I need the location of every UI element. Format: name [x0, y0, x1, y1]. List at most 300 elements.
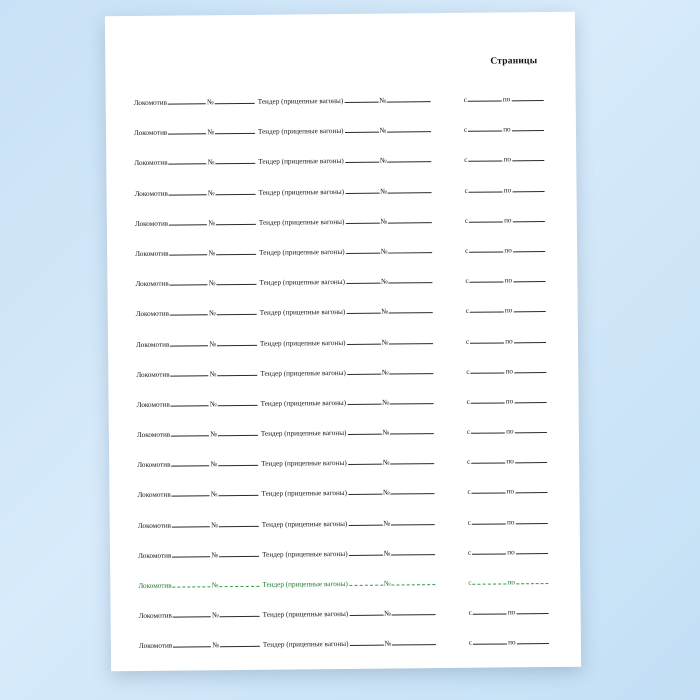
locomotive-field-group [136, 307, 258, 318]
tender-number-symbol: № [382, 488, 390, 498]
locomotive-label: Локомотив [137, 521, 172, 530]
tender-field-group [260, 366, 434, 378]
locomotive-input-rule[interactable] [170, 338, 208, 346]
page-title: Страницы [490, 56, 538, 67]
locomotive-label: Локомотив [136, 430, 171, 440]
tender-input-rule[interactable] [345, 155, 379, 163]
table-row [136, 356, 550, 390]
locomotive-field-group [138, 518, 260, 529]
locomotive-number-input-rule[interactable] [216, 186, 256, 194]
to-label: по [504, 216, 512, 225]
to-input-rule[interactable] [511, 93, 543, 101]
tender-number-input-rule[interactable] [387, 124, 431, 132]
locomotive-field-group [139, 639, 261, 650]
tender-number-input-rule[interactable] [390, 396, 434, 404]
locomotive-number-symbol: № [208, 279, 216, 288]
table-row [136, 386, 550, 420]
locomotive-field-group [135, 217, 257, 228]
from-input-rule[interactable] [470, 365, 504, 373]
locomotive-field-group [137, 488, 259, 499]
tender-number-input-rule[interactable] [389, 305, 433, 313]
from-input-rule[interactable] [470, 335, 504, 343]
from-label: с [464, 156, 468, 165]
to-label: по [506, 457, 514, 466]
table-row [134, 114, 548, 148]
tender-label: Тендер (прицепные вагоны) [262, 610, 349, 619]
tender-number-symbol: № [379, 126, 387, 135]
range-field-group [464, 153, 545, 164]
table-row [137, 446, 551, 480]
from-label: с [465, 337, 470, 346]
from-input-rule[interactable] [473, 637, 507, 645]
locomotive-number-input-rule[interactable] [217, 277, 257, 285]
tender-number-symbol: № [384, 609, 392, 618]
tender-field-group [262, 577, 436, 589]
locomotive-label: Локомотив [138, 551, 172, 560]
locomotive-input-rule[interactable] [168, 96, 206, 104]
tender-label: Тендер (прицепные вагоны) [262, 549, 348, 559]
tender-field-group [261, 456, 435, 468]
range-field-group [464, 123, 545, 134]
locomotive-number-symbol: № [210, 430, 218, 439]
locomotive-number-symbol: № [207, 188, 215, 197]
tender-number-symbol: № [381, 368, 389, 377]
from-input-rule[interactable] [468, 154, 502, 162]
tender-input-rule[interactable] [349, 608, 383, 616]
from-input-rule[interactable] [472, 486, 506, 494]
range-field-group [469, 636, 550, 647]
locomotive-number-symbol: № [209, 369, 217, 378]
range-field-group [466, 365, 547, 376]
locomotive-field-group [137, 428, 259, 439]
locomotive-number-input-rule[interactable] [217, 337, 257, 345]
locomotive-number-input-rule[interactable] [218, 428, 258, 436]
locomotive-input-rule[interactable] [170, 308, 208, 316]
locomotive-number-input-rule[interactable] [217, 368, 257, 376]
tender-label: Тендер (прицепные вагоны) [261, 489, 348, 499]
locomotive-field-group [134, 156, 256, 167]
tender-input-rule[interactable] [349, 638, 383, 646]
to-input-rule[interactable] [514, 365, 546, 373]
tender-number-input-rule[interactable] [390, 366, 434, 374]
tender-field-group [263, 637, 437, 649]
to-label: по [504, 246, 512, 255]
range-field-group [467, 395, 548, 406]
tender-field-group [261, 396, 435, 408]
to-input-rule[interactable] [514, 335, 546, 343]
locomotive-input-rule[interactable] [172, 519, 210, 527]
tender-input-rule[interactable] [347, 366, 381, 374]
from-input-rule[interactable] [470, 305, 504, 313]
tender-number-symbol: № [379, 156, 387, 166]
tender-number-symbol: № [379, 96, 387, 105]
tender-number-symbol: № [382, 398, 390, 407]
tender-field-group [262, 547, 436, 559]
locomotive-label: Локомотив [134, 159, 168, 168]
tender-number-symbol: № [380, 187, 388, 196]
locomotive-number-input-rule[interactable] [216, 247, 256, 255]
tender-field-group [259, 185, 433, 197]
to-input-rule[interactable] [515, 516, 547, 524]
tender-number-input-rule[interactable] [391, 487, 435, 495]
from-input-rule[interactable] [472, 576, 506, 584]
tender-field-group [259, 245, 433, 257]
from-input-rule[interactable] [472, 546, 506, 554]
from-label: с [463, 125, 468, 135]
locomotive-label: Локомотив [136, 370, 170, 379]
locomotive-number-symbol: № [208, 218, 216, 228]
locomotive-number-symbol: № [212, 641, 220, 650]
range-field-group [467, 425, 548, 436]
locomotive-field-group [135, 277, 257, 288]
from-label: с [466, 367, 470, 376]
to-label: по [503, 155, 511, 164]
tender-input-rule[interactable] [345, 185, 379, 193]
tender-field-group [260, 336, 434, 348]
to-label: по [507, 608, 516, 617]
locomotive-input-rule[interactable] [173, 640, 211, 648]
from-input-rule[interactable] [470, 275, 504, 283]
tender-field-group [259, 275, 433, 287]
locomotive-input-rule[interactable] [169, 217, 207, 225]
tender-label: Тендер (прицепные вагоны) [258, 157, 344, 167]
locomotive-label: Локомотив [133, 98, 168, 107]
table-row [137, 476, 551, 510]
table-row [135, 235, 549, 269]
tender-input-rule[interactable] [348, 487, 382, 495]
from-label: с [464, 216, 469, 225]
from-label: с [467, 488, 471, 497]
locomotive-number-input-rule[interactable] [218, 458, 258, 466]
tender-label: Тендер (прицепные вагоны) [260, 368, 346, 378]
locomotive-number-input-rule[interactable] [215, 126, 255, 134]
range-field-group [467, 455, 548, 466]
tender-label: Тендер (прицепные вагоны) [261, 519, 348, 529]
tender-number-input-rule[interactable] [389, 336, 433, 344]
range-field-group [468, 576, 549, 587]
tender-number-symbol: № [380, 217, 388, 226]
from-input-rule[interactable] [473, 607, 507, 615]
to-label: по [508, 638, 516, 647]
table-row [134, 175, 548, 209]
document-sheet [105, 12, 581, 671]
locomotive-number-symbol: № [207, 158, 215, 167]
from-label: с [467, 548, 472, 557]
from-label: с [468, 608, 472, 617]
tender-field-group [258, 124, 432, 136]
tender-input-rule[interactable] [348, 517, 382, 525]
from-label: с [467, 518, 471, 527]
tender-label: Тендер (прицепные вагоны) [262, 579, 348, 589]
locomotive-label: Локомотив [137, 491, 171, 500]
to-label: по [503, 185, 512, 195]
to-input-rule[interactable] [512, 214, 544, 222]
locomotive-number-input-rule[interactable] [220, 609, 260, 617]
tender-number-input-rule[interactable] [391, 517, 435, 525]
from-label: с [468, 639, 473, 648]
locomotive-input-rule[interactable] [169, 247, 207, 255]
locomotive-field-group [135, 247, 257, 258]
table-row [138, 537, 552, 571]
from-label: с [466, 427, 471, 436]
locomotive-field-group [136, 337, 258, 348]
range-field-group [466, 304, 547, 315]
table-row [135, 265, 549, 299]
locomotive-label: Локомотив [138, 581, 172, 590]
tender-input-rule[interactable] [344, 95, 378, 103]
tender-input-rule[interactable] [346, 336, 380, 344]
from-input-rule[interactable] [468, 93, 502, 101]
range-field-group [465, 244, 546, 255]
form-rows [134, 84, 553, 662]
range-field-group [465, 214, 546, 225]
tender-number-input-rule[interactable] [388, 245, 432, 253]
locomotive-label: Локомотив [136, 400, 170, 409]
tender-number-input-rule[interactable] [391, 547, 435, 555]
tender-label: Тендер (прицепные вагоны) [261, 459, 347, 469]
table-row [138, 567, 552, 601]
locomotive-field-group [138, 549, 260, 560]
range-field-group [464, 184, 545, 195]
tender-input-rule[interactable] [345, 215, 379, 223]
locomotive-number-input-rule[interactable] [219, 518, 259, 526]
range-field-group [467, 485, 548, 496]
locomotive-field-group [134, 126, 256, 137]
to-label: по [506, 487, 515, 496]
locomotive-label: Локомотив [135, 249, 169, 258]
tender-number-input-rule[interactable] [388, 155, 432, 163]
to-label: по [505, 336, 513, 345]
locomotive-field-group [138, 579, 260, 590]
to-label: по [502, 95, 511, 104]
locomotive-number-symbol: № [206, 98, 214, 107]
from-input-rule[interactable] [472, 516, 506, 524]
tender-number-symbol: № [380, 277, 388, 286]
locomotive-number-input-rule[interactable] [219, 549, 259, 557]
tender-input-rule[interactable] [349, 578, 383, 586]
to-label: по [507, 548, 515, 557]
tender-number-input-rule[interactable] [388, 215, 432, 223]
tender-number-symbol: № [383, 549, 391, 558]
locomotive-label: Локомотив [138, 642, 173, 651]
tender-field-group [263, 607, 437, 619]
tender-input-rule[interactable] [349, 547, 383, 555]
from-label: с [468, 578, 472, 587]
locomotive-field-group [137, 458, 259, 469]
locomotive-number-input-rule[interactable] [217, 307, 257, 315]
range-field-group [464, 93, 545, 104]
locomotive-number-input-rule[interactable] [220, 639, 260, 647]
tender-label: Тендер (прицепные вагоны) [258, 187, 345, 197]
to-input-rule[interactable] [513, 244, 545, 252]
locomotive-number-input-rule[interactable] [219, 579, 259, 587]
tender-label: Тендер (прицепные вагоны) [262, 640, 349, 650]
locomotive-field-group [139, 609, 261, 620]
from-label: с [463, 95, 467, 104]
tender-input-rule[interactable] [344, 125, 378, 133]
to-input-rule[interactable] [516, 576, 548, 584]
tender-number-symbol: № [381, 307, 389, 316]
to-input-rule[interactable] [514, 395, 546, 403]
locomotive-field-group [134, 96, 256, 107]
tender-label: Тендер (прицепные вагоны) [260, 429, 347, 438]
from-input-rule[interactable] [468, 124, 502, 132]
tender-label: Тендер (прицепные вагоны) [259, 338, 346, 348]
locomotive-number-symbol: № [209, 309, 216, 318]
tender-number-symbol: № [380, 247, 388, 256]
locomotive-input-rule[interactable] [173, 609, 211, 617]
table-row [138, 597, 552, 631]
tender-number-input-rule[interactable] [391, 456, 435, 464]
to-label: по [505, 397, 514, 406]
from-input-rule[interactable] [471, 395, 505, 403]
table-row [135, 205, 549, 239]
tender-field-group [262, 517, 436, 529]
tender-field-group [261, 426, 435, 438]
to-input-rule[interactable] [512, 184, 544, 192]
to-input-rule[interactable] [514, 425, 546, 433]
locomotive-number-input-rule[interactable] [216, 217, 256, 225]
locomotive-label: Локомотив [138, 611, 172, 621]
to-input-rule[interactable] [512, 153, 544, 161]
table-row [136, 295, 550, 329]
tender-number-input-rule[interactable] [390, 426, 434, 434]
range-field-group [468, 516, 549, 527]
tender-input-rule[interactable] [348, 457, 382, 465]
to-label: по [506, 517, 515, 527]
tender-number-input-rule[interactable] [392, 637, 436, 645]
tender-number-input-rule[interactable] [392, 607, 436, 615]
tender-number-input-rule[interactable] [388, 185, 432, 193]
from-input-rule[interactable] [469, 184, 503, 192]
locomotive-field-group [136, 368, 258, 379]
tender-field-group [259, 215, 433, 227]
locomotive-number-symbol: № [210, 460, 218, 469]
locomotive-field-group [137, 398, 259, 409]
table-row [136, 326, 550, 360]
locomotive-label: Локомотив [135, 340, 170, 349]
to-label: по [506, 427, 514, 436]
tender-label: Тендер (прицепные вагоны) [257, 96, 344, 106]
tender-number-symbol: № [383, 519, 391, 528]
locomotive-number-symbol: № [211, 581, 219, 590]
to-label: по [505, 367, 513, 376]
locomotive-number-symbol: № [208, 249, 216, 258]
locomotive-number-symbol: № [210, 490, 218, 499]
tender-input-rule[interactable] [347, 397, 381, 405]
locomotive-label: Локомотив [137, 460, 171, 470]
tender-input-rule[interactable] [346, 246, 380, 254]
tender-label: Тендер (прицепные вагоны) [259, 278, 346, 287]
from-label: с [466, 397, 470, 406]
locomotive-input-rule[interactable] [171, 398, 209, 406]
tender-field-group [258, 155, 432, 167]
from-label: с [465, 307, 469, 316]
from-label: с [465, 276, 469, 285]
range-field-group [466, 335, 547, 346]
from-label: с [467, 458, 471, 467]
tender-number-symbol: № [381, 338, 389, 347]
tender-input-rule[interactable] [346, 276, 380, 284]
to-input-rule[interactable] [512, 123, 544, 131]
locomotive-label: Локомотив [135, 279, 169, 289]
to-input-rule[interactable] [513, 304, 545, 312]
to-input-rule[interactable] [516, 546, 548, 554]
locomotive-number-symbol: № [211, 551, 219, 560]
locomotive-label: Локомотив [134, 219, 169, 228]
tender-number-symbol: № [383, 579, 391, 588]
to-input-rule[interactable] [513, 274, 545, 282]
range-field-group [468, 546, 549, 557]
to-input-rule[interactable] [515, 485, 547, 493]
tender-number-symbol: № [382, 458, 390, 467]
to-label: по [504, 306, 513, 315]
from-input-rule[interactable] [471, 426, 505, 434]
tender-number-symbol: № [384, 639, 392, 648]
tender-input-rule[interactable] [346, 306, 380, 314]
tender-field-group [261, 487, 435, 499]
table-row [137, 416, 551, 450]
locomotive-number-symbol: № [211, 520, 218, 529]
locomotive-number-input-rule[interactable] [219, 488, 259, 496]
from-input-rule[interactable] [469, 244, 503, 252]
locomotive-number-input-rule[interactable] [215, 96, 255, 104]
locomotive-input-rule[interactable] [170, 277, 208, 285]
tender-number-input-rule[interactable] [387, 94, 431, 102]
to-input-rule[interactable] [516, 636, 548, 644]
locomotive-number-input-rule[interactable] [215, 156, 255, 164]
locomotive-number-input-rule[interactable] [218, 398, 258, 406]
from-label: с [465, 246, 469, 255]
locomotive-label: Локомотив [134, 189, 168, 198]
tender-number-input-rule[interactable] [392, 577, 436, 585]
document-page [105, 12, 581, 671]
range-field-group [469, 606, 550, 617]
table-row [138, 507, 552, 541]
locomotive-input-rule[interactable] [171, 368, 209, 376]
locomotive-input-rule[interactable] [171, 459, 209, 467]
locomotive-field-group [135, 186, 257, 197]
locomotive-input-rule[interactable] [169, 187, 207, 195]
table-row [139, 627, 553, 661]
tender-number-input-rule[interactable] [389, 275, 433, 283]
to-input-rule[interactable] [516, 606, 548, 614]
to-label: по [507, 578, 516, 587]
to-input-rule[interactable] [515, 455, 547, 463]
to-label: по [504, 276, 513, 285]
locomotive-input-rule[interactable] [168, 126, 206, 134]
range-field-group [465, 274, 546, 285]
table-row [134, 84, 548, 118]
locomotive-number-symbol: № [209, 400, 217, 409]
locomotive-input-rule[interactable] [169, 157, 207, 165]
locomotive-input-rule[interactable] [172, 549, 210, 557]
tender-label: Тендер (прицепные вагоны) [259, 247, 345, 257]
to-label: по [503, 125, 511, 134]
from-input-rule[interactable] [471, 456, 505, 464]
locomotive-label: Локомотив [135, 309, 170, 319]
locomotive-number-symbol: № [211, 611, 219, 620]
locomotive-input-rule[interactable] [173, 579, 211, 587]
from-input-rule[interactable] [469, 214, 503, 222]
locomotive-input-rule[interactable] [172, 489, 210, 497]
tender-label: Тендер (прицепные вагоны) [257, 127, 344, 136]
tender-input-rule[interactable] [347, 427, 381, 435]
tender-label: Тендер (прицепные вагоны) [260, 398, 347, 408]
from-label: с [464, 186, 468, 195]
locomotive-number-symbol: № [209, 339, 217, 348]
locomotive-input-rule[interactable] [171, 428, 209, 436]
